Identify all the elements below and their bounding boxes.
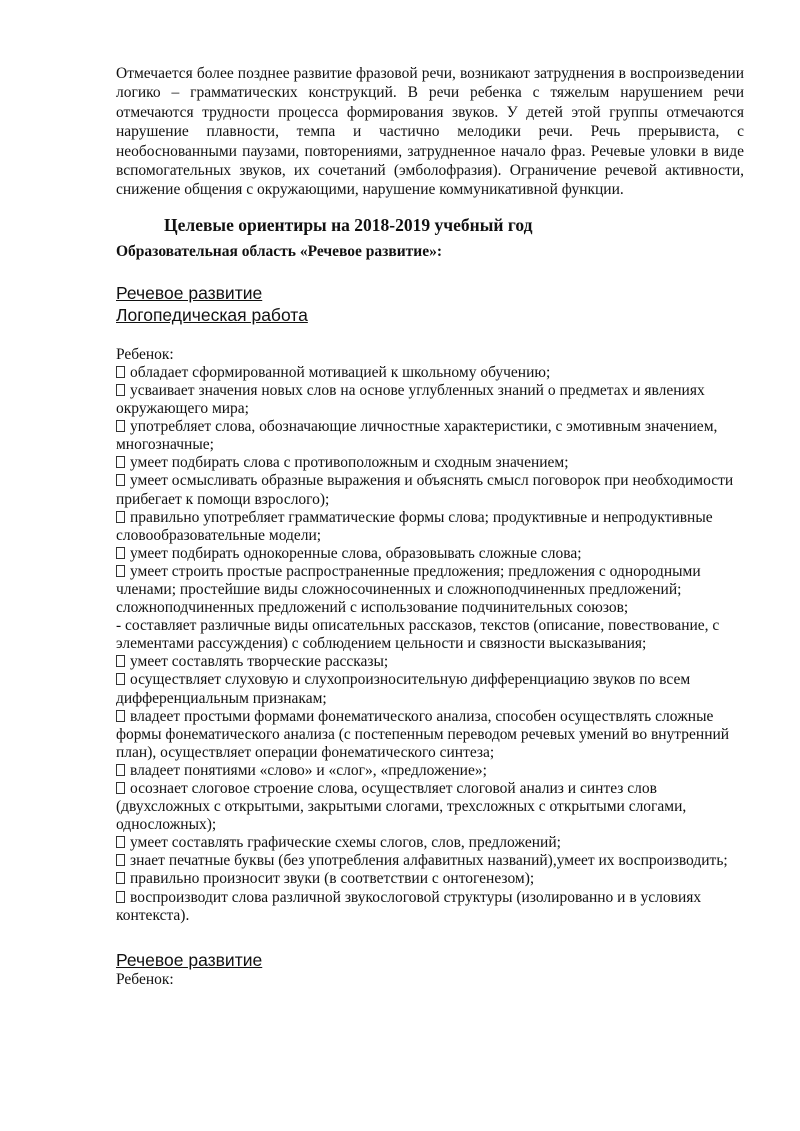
list-item — [116, 780, 744, 834]
checkbox-bullet-icon — [116, 547, 125, 559]
list-item — [116, 708, 744, 762]
checkbox-bullet-icon — [116, 511, 125, 523]
list-item-text: правильно употребляет грамматические формы слова; продуктивные и непродуктивные словообразовательные модели; — [116, 508, 713, 544]
list-item-text: умеет составлять творческие рассказы; — [130, 653, 389, 671]
list-item-text: обладает сформированной мотивацией к школьному обучению; — [130, 363, 551, 381]
list-item — [116, 617, 744, 653]
list-item — [116, 472, 744, 508]
checkbox-bullet-icon — [116, 891, 125, 903]
section1-title: Речевое развитие — [116, 282, 263, 303]
list-item-text: владеет простыми формами фонематического анализа, способен осуществлять сложные формы фонематического анализа (с постепенным переводом речевых умений во внутренний план), осуществляет операции фонематического синтеза; — [116, 707, 730, 761]
list-item-text: - составляет различные виды описательных рассказов, текстов (описание, повествование, с элементами рассуждения) с соблюдением цельности и связности высказывания; — [116, 617, 720, 653]
list-item — [116, 889, 744, 925]
list-item-text: усваивает значения новых слов на основе углубленных знаний о предметах и явлениях окружающего мира; — [116, 381, 705, 418]
checkbox-bullet-icon — [116, 710, 125, 722]
list-item-text: умеет осмысливать образные выражения и объяснять смысл поговорок при необходимости прибегает к помощи взрослого); — [116, 472, 734, 508]
list-item-text: правильно произносит звуки (в соответствии с онтогенезом); — [130, 870, 535, 888]
main-heading: Целевые ориентиры на 2018-2019 учебный год — [164, 214, 533, 235]
section1-subtitle: Логопедическая работа — [116, 304, 308, 325]
checkbox-bullet-icon — [116, 854, 125, 866]
list-item-text: умеет подбирать слова с противоположным и сходным значением; — [130, 454, 569, 472]
list-item-text: осознает слоговое строение слова, осуществляет слоговой анализ и синтез слов (двухсложных с открытыми, закрытыми слогами, трехсложных с открытыми слогами, односложных); — [116, 780, 687, 834]
list-item-text: воспроизводит слова различной звукослоговой структуры (изолированно и в условиях контекста). — [116, 888, 702, 924]
intro-paragraph: Отмечается более позднее развитие фразовой речи, возникают затруднения в воспроизведении логико – грамматических конструкций. В речи ребенка с тяжелым нарушением речи отмечаются трудности процесса формирования звуков. У детей этой группы отмечаются нарушение плавности, темпа и частично мелодики речи. Речь прерывиста, с необоснованными паузами, повторениями, затрудненное начало фраз. Речевые уловки в виде вспомогательных звуков, их сочетаний (эмболофразия). Ограничение речевой активности, снижение общения с окружающими, нарушение коммуникативной функции. — [116, 65, 744, 199]
list-item — [116, 653, 744, 671]
list-item — [116, 418, 744, 454]
list-item-text: употребляет слова, обозначающие личностные характеристики, с эмотивным значением, многозначные; — [116, 418, 718, 454]
list-item — [116, 762, 744, 780]
checkbox-bullet-icon — [116, 673, 125, 685]
list-item — [116, 834, 744, 852]
sub-heading: Образовательная область «Речевое развитие»: — [116, 242, 442, 260]
checkbox-bullet-icon — [116, 366, 125, 378]
list-item — [116, 364, 744, 382]
list-item — [116, 563, 744, 617]
list-item — [116, 454, 744, 472]
list-item — [116, 509, 744, 545]
section1-lead: Ребенок: — [116, 345, 174, 363]
checkbox-bullet-icon — [116, 456, 125, 468]
checkbox-bullet-icon — [116, 872, 125, 884]
list-item-text: владеет понятиями «слово» и «слог», «предложение»; — [130, 761, 487, 779]
list-item — [116, 382, 744, 418]
list-item — [116, 870, 744, 888]
list-item-text: умеет составлять графические схемы слогов, слов, предложений; — [130, 834, 561, 852]
list-item — [116, 852, 744, 870]
checkbox-bullet-icon — [116, 764, 125, 776]
list-item-text: осуществляет слуховую и слухопроизносительную дифференциацию звуков по всем дифференциальным признакам; — [116, 671, 691, 707]
checkbox-bullet-icon — [116, 655, 125, 667]
list-item — [116, 671, 744, 707]
checkbox-bullet-icon — [116, 565, 125, 577]
section1-list — [116, 364, 744, 925]
checkbox-bullet-icon — [116, 384, 125, 396]
list-item-text: знает печатные буквы (без употребления алфавитных названий),умеет их воспроизводить; — [130, 852, 728, 870]
checkbox-bullet-icon — [116, 782, 125, 794]
section2-title: Речевое развитие — [116, 949, 263, 970]
section2-lead: Ребенок: — [116, 970, 174, 988]
list-item-text: умеет строить простые распространенные предложения; предложения с однородными членами; простейшие виды сложносочиненных и сложноподчиненных предложений; сложноподчиненных предложений с использование подчинительных союзов; — [116, 562, 701, 617]
list-item-text: умеет подбирать однокоренные слова, образовывать сложные слова; — [130, 544, 582, 562]
checkbox-bullet-icon — [116, 836, 125, 848]
checkbox-bullet-icon — [116, 474, 125, 486]
list-item — [116, 545, 744, 563]
checkbox-bullet-icon — [116, 420, 125, 432]
document-page — [116, 64, 744, 989]
